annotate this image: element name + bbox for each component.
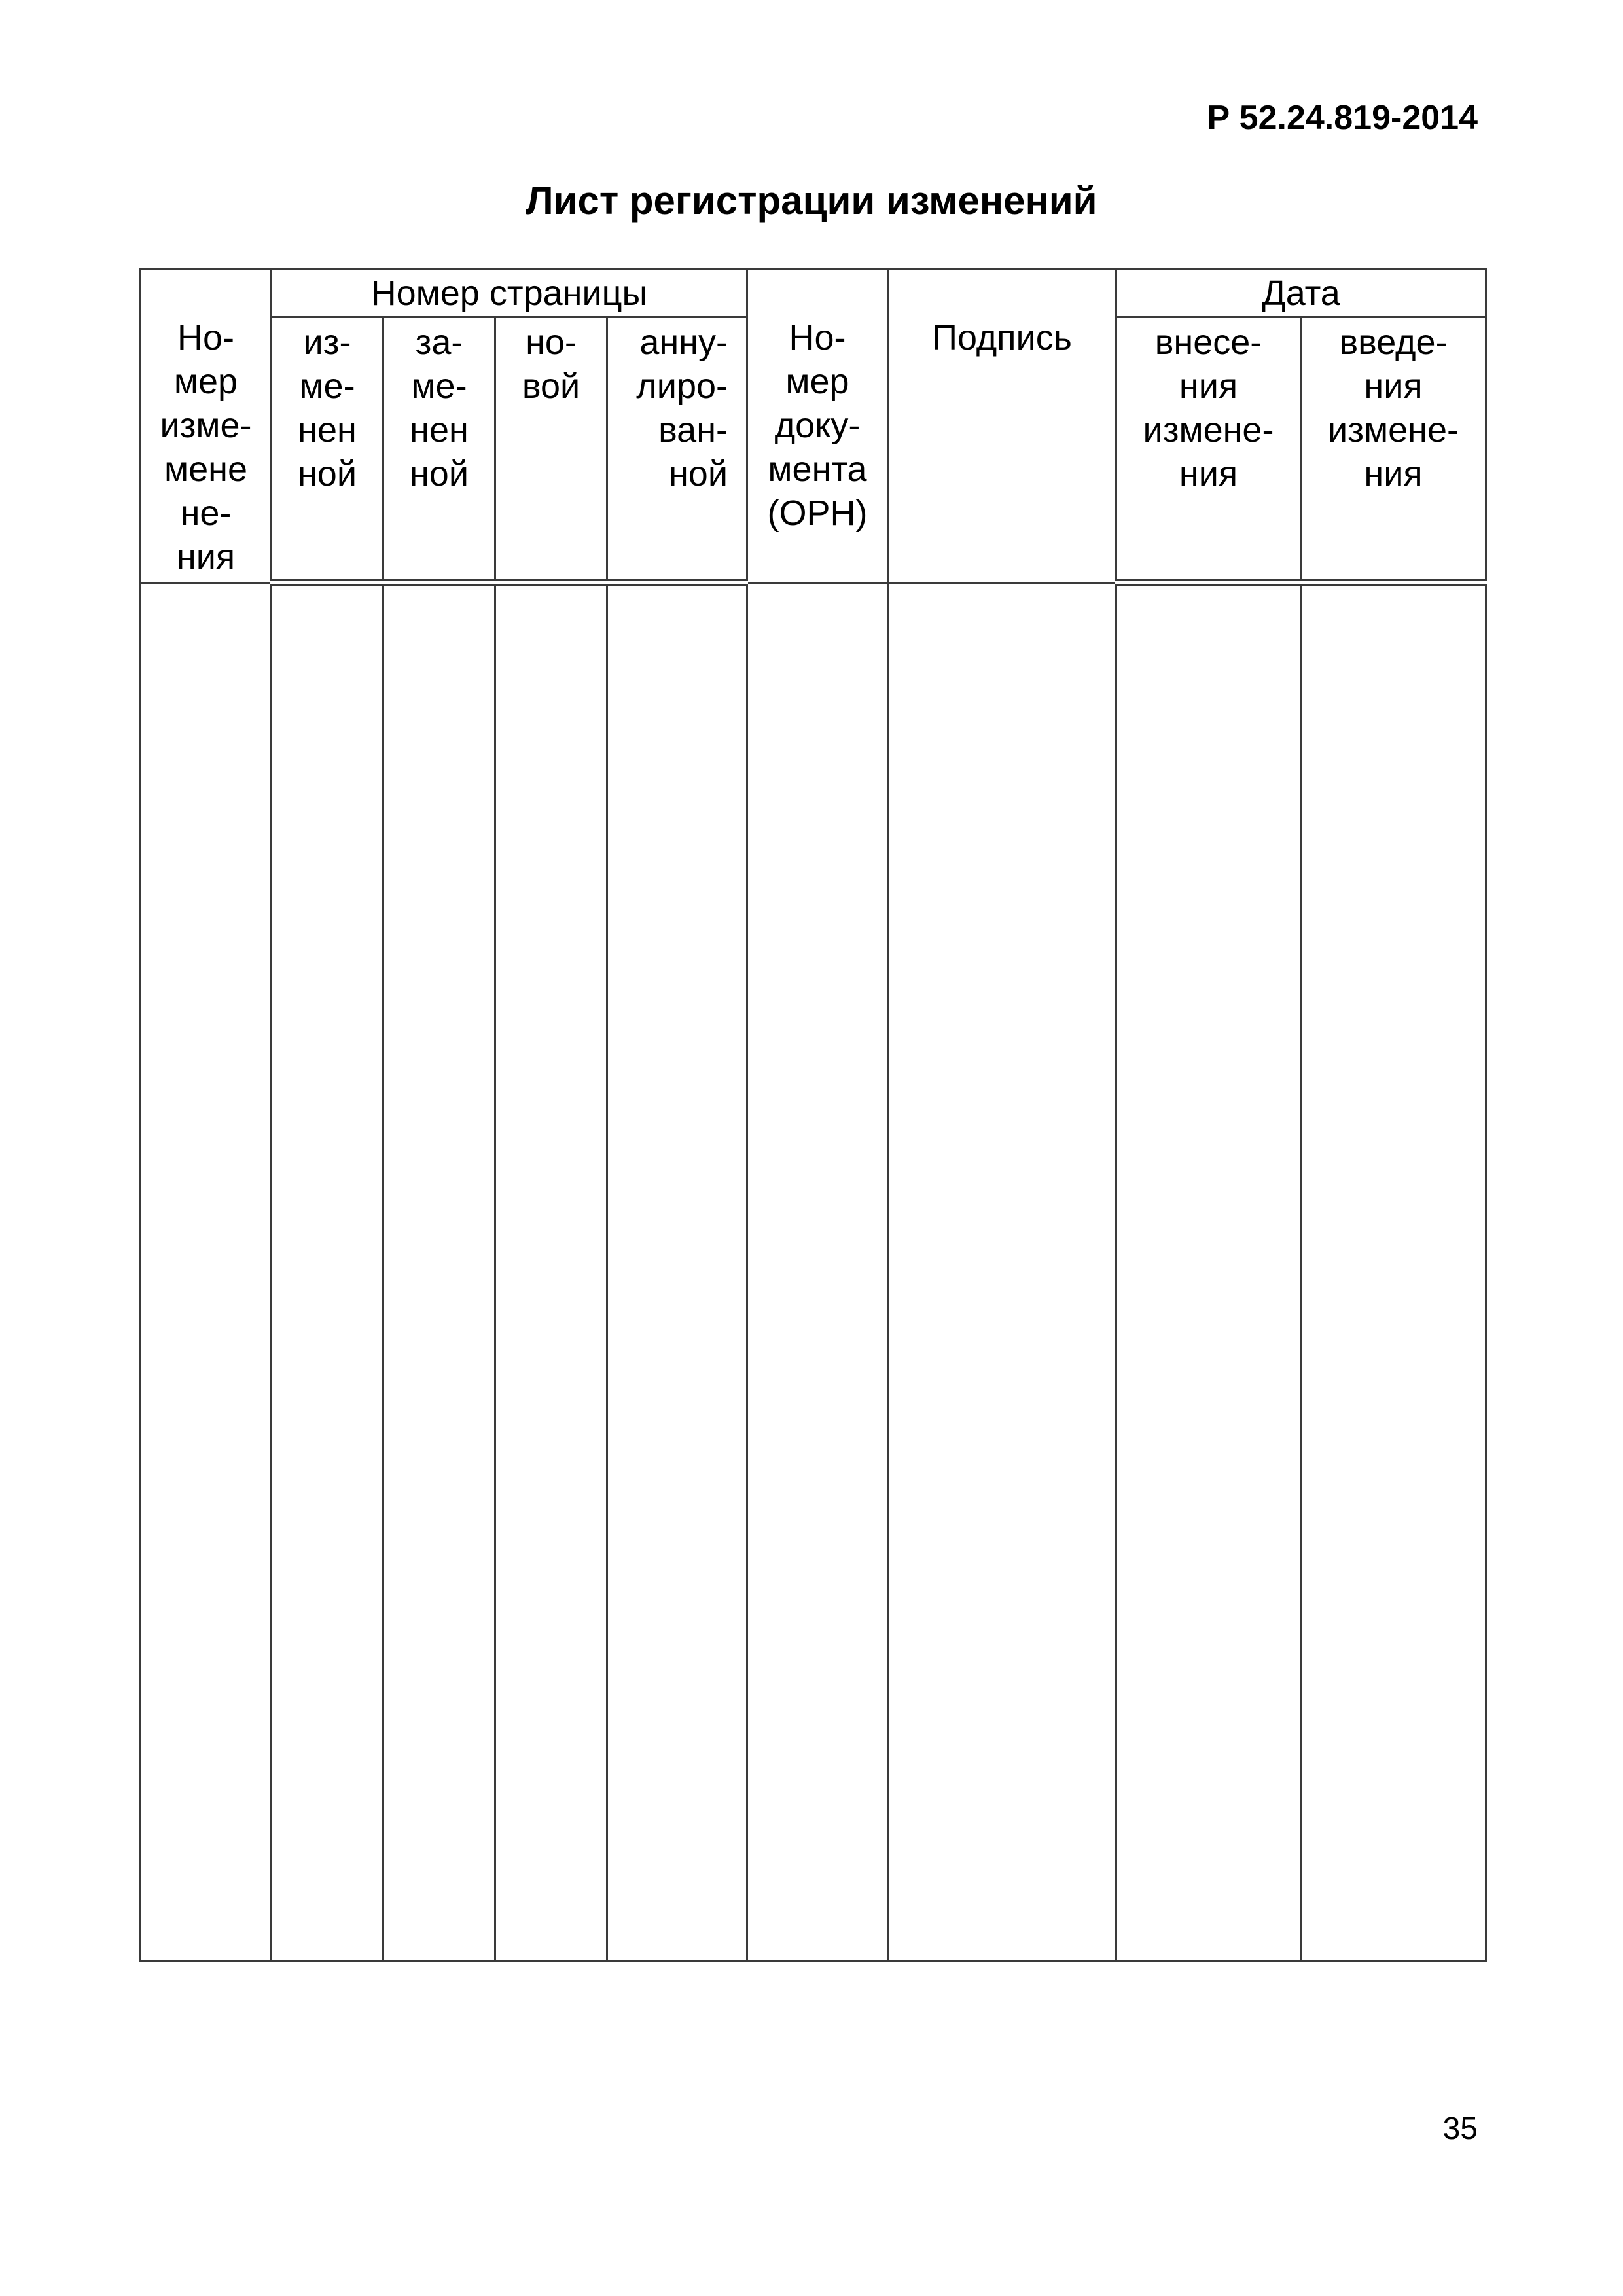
table-cell [272,583,383,1962]
header-line: лиро- [636,367,728,406]
header-line: ния [1179,367,1238,406]
header-line: введе- [1339,323,1448,362]
table-cell [1301,583,1486,1962]
header-line: за- [415,323,463,362]
header-line: вой [522,367,580,406]
header-line: (ОРН) [767,493,868,533]
header-date-introduced [1301,317,1486,583]
header-line: но- [526,323,577,362]
header-line: не- [180,493,232,533]
header-line: доку- [774,406,861,445]
page-title: Лист регистрации изменений [526,179,1097,223]
table-cell [495,583,607,1962]
header-replaced-page [383,317,495,583]
table-cell [141,583,272,1962]
header-change-number [141,270,272,583]
header-date-group: Дата [1116,270,1486,317]
header-line: ной [297,454,357,493]
header-line: Но- [789,318,846,357]
header-new-page [495,317,607,583]
header-line: ван- [658,410,728,450]
table-row [141,583,1486,1962]
header-line: нен [410,410,469,450]
header-line: ния [1364,454,1423,493]
header-date-entered [1116,317,1301,583]
header-line: измене- [1328,410,1459,450]
header-line: ния [1179,454,1238,493]
header-page-number-group: Номер страницы [272,270,747,317]
header-annulled-page [607,317,747,583]
header-line: мер [785,362,849,401]
header-line: анну- [639,323,728,362]
header-line: ния [176,537,236,577]
header-document-number [747,270,888,583]
table-cell [888,583,1116,1962]
page-number: 35 [1442,2111,1478,2146]
table-cell [607,583,747,1962]
table-cell [1116,583,1301,1962]
header-changed-page [272,317,383,583]
header-line: изме- [160,406,252,445]
header-line: ной [409,454,469,493]
header-line: из- [303,323,351,362]
header-line: измене- [1143,410,1274,450]
header-line: нен [298,410,357,450]
header-line: мента [768,450,867,489]
change-registration-table [139,268,1487,1962]
header-line: внесе- [1154,323,1262,362]
header-line: мер [173,362,238,401]
header-line: ной [668,454,728,493]
table-cell [747,583,888,1962]
header-line: ме- [299,367,355,406]
header-signature: Подпись [888,270,1116,583]
table-cell [383,583,495,1962]
header-line: Но- [177,318,234,357]
document-code: Р 52.24.819-2014 [1207,99,1478,137]
header-line: мене [164,450,247,489]
header-line: ме- [411,367,467,406]
header-line: ния [1364,367,1423,406]
